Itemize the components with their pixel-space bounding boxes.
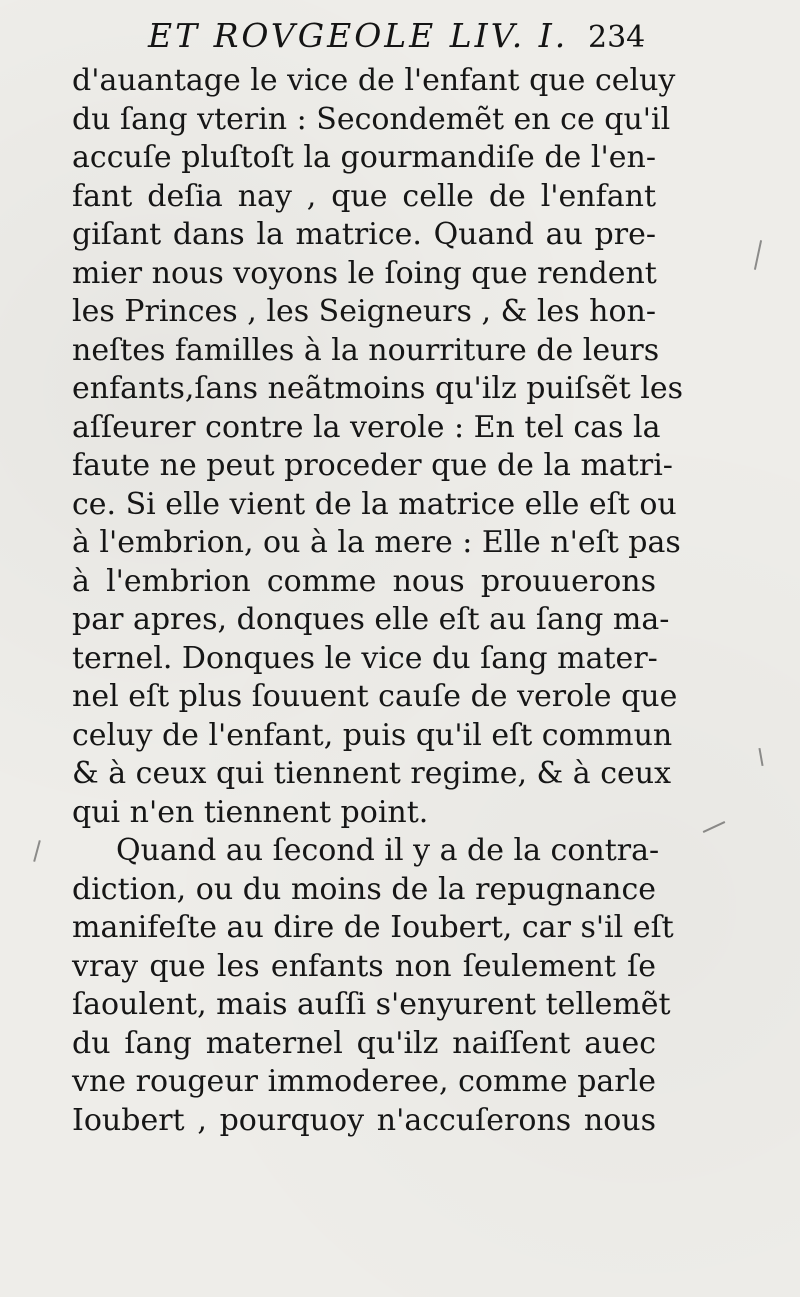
text-line: ce. Si elle vient de la matrice elle eſt ou (72, 486, 677, 522)
text-line: faute ne peut proceder que de la matri- (72, 448, 673, 483)
text-line: diction, ou du moins de la repugnance (72, 871, 656, 907)
text-line: du ſang maternel qu'ilz naiſſent auec (72, 1025, 656, 1061)
text-line: ternel. Donques le vice du ſang mater- (72, 640, 658, 676)
text-line: à l'embrion, ou à la mere : Elle n'eſt pas (72, 525, 681, 560)
text-line: giſant dans la matrice. Quand au pre- (72, 217, 656, 252)
text-line: à l'embrion comme nous prouuerons (72, 563, 656, 599)
text-line: Ioubert , pourquoy n'accuſerons nous (72, 1102, 656, 1138)
text-line: manifeſte au dire de Ioubert, car s'il eſt (72, 910, 674, 945)
text-line: ſaoulent, mais auſſi s'enyurent tellemẽt (72, 987, 671, 1022)
text-line: celuy de l'enfant, puis qu'il eſt commun (72, 717, 673, 753)
text-line: aſſeurer contre la verole : En tel cas la (72, 409, 661, 445)
paper-speck (754, 240, 762, 270)
text-line: les Princes , les Seigneurs , & les hon- (72, 294, 656, 329)
text-line: par apres, donques elle eſt au ſang ma- (72, 602, 670, 637)
page-header (0, 16, 800, 64)
running-head: ET ROVGEOLE LIV. I. (148, 16, 569, 55)
paper-speck (758, 748, 763, 766)
body-text (72, 62, 684, 1140)
paper-speck (703, 821, 726, 833)
text-line: vray que les enfants non ſeulement ſe (72, 948, 656, 984)
text-line: neſtes familles à la nourriture de leurs (72, 332, 660, 368)
text-line: vne rougeur immoderee, comme parle (72, 1064, 656, 1099)
text-line: Quand au ſecond il y a de la contra- (116, 833, 660, 868)
text-line: qui n'en tiennent point. (72, 794, 429, 830)
text-line: enfants,ſans neãtmoins qu'ilz puiſsẽt les (72, 371, 684, 406)
text-line: & à ceux qui tiennent regime, & à ceux (72, 756, 671, 791)
text-line: fant deſia nay , que celle de l'enfant (72, 178, 656, 214)
text-line: nel eſt plus ſouuent cauſe de verole que (72, 679, 678, 714)
text-line: du ſang vterin : Secondemẽt en ce qu'il (72, 101, 671, 137)
text-line: d'auantage le vice de l'enfant que celuy (72, 63, 676, 98)
paper-speck (33, 840, 41, 862)
page-number: 234 (588, 20, 646, 55)
text-line: mier nous voyons le ſoing que rendent (72, 255, 657, 291)
text-line: accuſe pluſtoſt la gourmandiſe de l'en- (72, 140, 656, 175)
